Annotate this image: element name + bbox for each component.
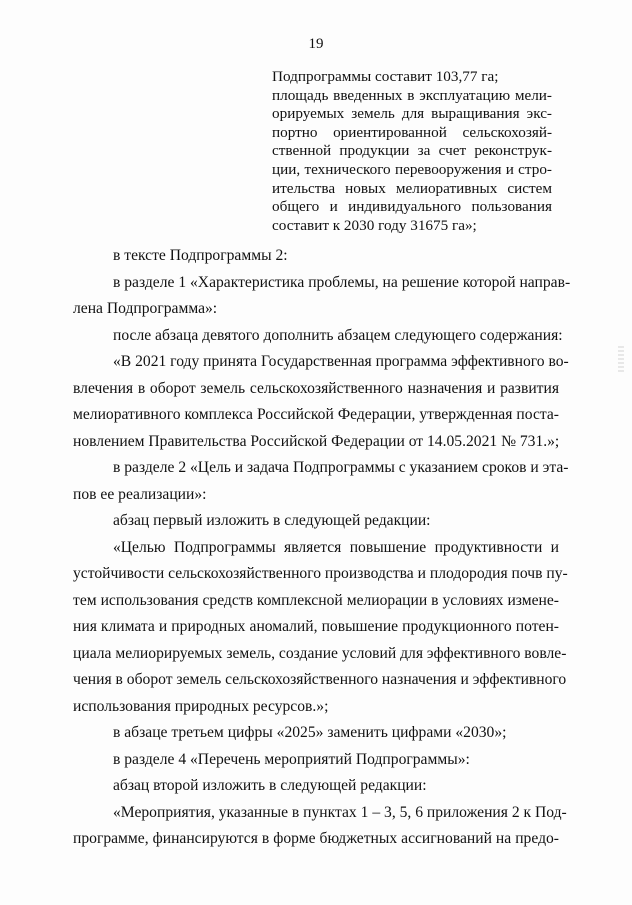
text-line: влечения в оборот земель сельскохозяйственного назначения и развития — [73, 379, 559, 397]
text-line: в тексте Подпрограммы 2: — [113, 247, 288, 264]
quote-line: составит к 2030 году 31675 га»; — [272, 216, 477, 234]
quote-line: портно ориентированной сельскохозяй- — [272, 123, 552, 141]
text-line: программе, финансируются в форме бюджетных ассигнований на предо- — [73, 830, 559, 847]
text-line: после абзаца девятого дополнить абзацем следующего содержания: — [113, 326, 563, 344]
text-line: абзац второй изложить в следующей редакции: — [113, 777, 427, 794]
right-column-quote — [272, 68, 552, 235]
text-line: тем использования средств комплексной мелиорации в условиях измене- — [73, 591, 559, 609]
text-line: «Мероприятия, указанные в пунктах 1 – 3, 5, 6 приложения 2 к Под- — [113, 803, 567, 821]
text-line: циала мелиорируемых земель, создание условий для эффективного вовле- — [73, 644, 567, 662]
text-line: «Целью Подпрограммы является повышение продуктивности и — [113, 538, 559, 556]
quote-line: ительства новых мелиоративных систем — [272, 179, 552, 197]
scan-margin-mark — [618, 346, 624, 372]
text-line: в разделе 1 «Характеристика проблемы, на решение которой направ- — [113, 273, 571, 291]
quote-line: площадь введенных в эксплуатацию мели- — [272, 86, 552, 104]
text-line: устойчивости сельскохозяйственного производства и плодородия почв пу- — [73, 565, 568, 582]
body-text — [73, 243, 571, 853]
text-line: ния климата и природных аномалий, повышение продукционного потен- — [73, 618, 559, 635]
text-line: новлением Правительства Российской Федерации от 14.05.2021 № 731.»; — [73, 432, 560, 450]
quote-line: ственной продукции за счет реконструк- — [272, 142, 552, 160]
text-line: использования природных ресурсов.»; — [73, 697, 329, 715]
text-line: «В 2021 году принята Государственная программа эффективного во- — [113, 353, 569, 370]
quote-line: Подпрограммы составит 103,77 га; — [272, 68, 499, 85]
quote-line: ции, технического перевооружения и стро- — [272, 160, 552, 178]
text-line: чения в оборот земель сельскохозяйственного назначения и эффективного — [73, 671, 567, 688]
text-line: абзац первый изложить в следующей редакции: — [113, 512, 431, 529]
text-line: в разделе 2 «Цель и задача Подпрограммы с указанием сроков и эта- — [113, 459, 569, 476]
text-line: лена Подпрограмма»: — [73, 300, 218, 317]
quote-line: общего и индивидуального пользования — [272, 198, 552, 216]
text-line: в абзаце третьем цифры «2025» заменить цифрами «2030»; — [113, 724, 507, 741]
quote-line: орируемых земель для выращивания экс- — [272, 105, 552, 123]
text-line: в разделе 4 «Перечень мероприятий Подпрограммы»: — [113, 750, 470, 768]
text-line: пов ее реализации»: — [73, 485, 207, 503]
page-number: 19 — [308, 36, 324, 52]
text-line: мелиоративного комплекса Российской Федерации, утвержденная поста- — [73, 406, 559, 423]
